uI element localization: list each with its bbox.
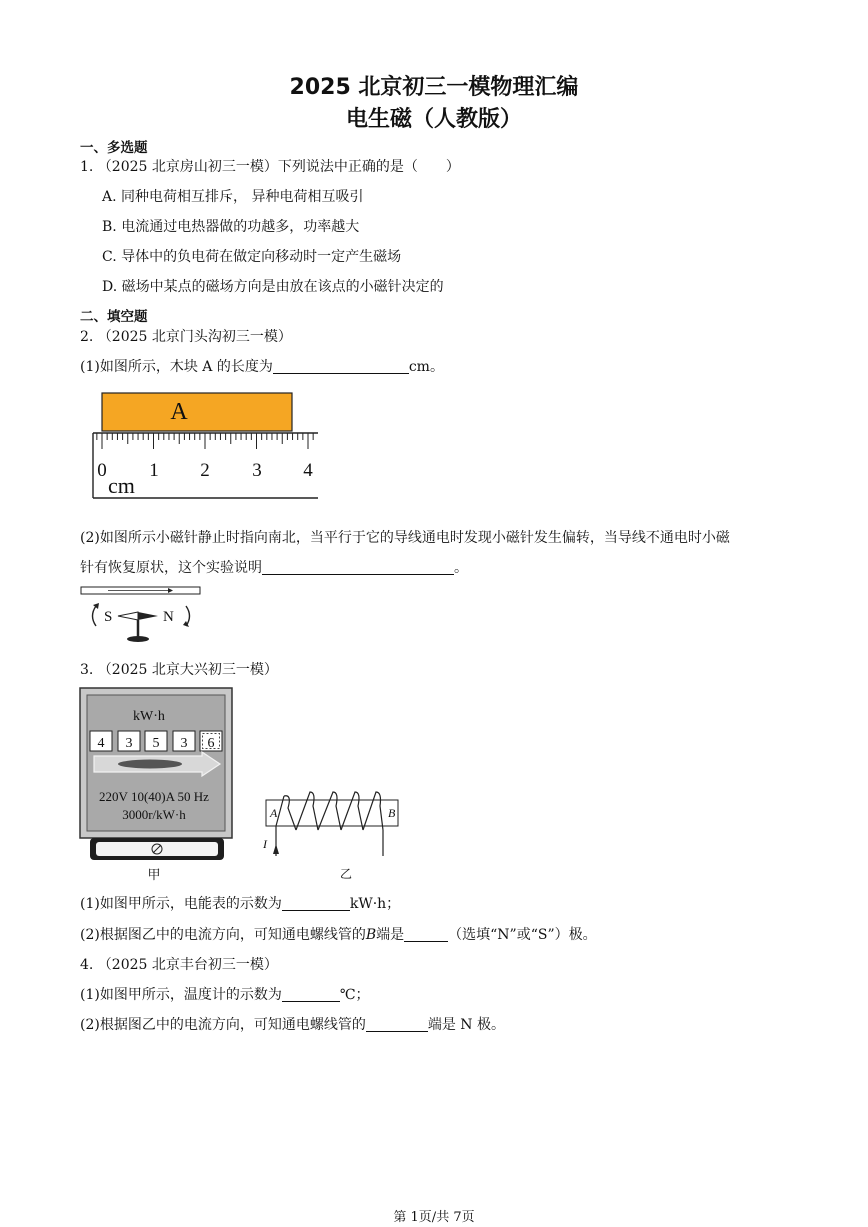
needle-north-half (138, 612, 158, 620)
question-2-part-2-text: 针有恢复原状，这个实验说明 (80, 560, 262, 576)
meter-rotor-disc (118, 760, 182, 769)
meter-digit-3: 5 (152, 736, 160, 751)
meter-unit: kW·h (133, 709, 165, 724)
meter-rating-line-2: 3000r/kW·h (122, 807, 186, 822)
tick-label-1: 1 (149, 460, 159, 481)
question-4-part-2 (80, 1014, 505, 1034)
meter-digit-5: 6 (207, 736, 215, 751)
solenoid-end-b-ref: B (365, 927, 377, 943)
question-2-part-2-line-1: (2)如图所示小磁针静止时指向南北，当平行于它的导线通电时发现小磁针发生偏转，当导线不通电时小磁 (80, 530, 730, 546)
meter-caption: 甲 (147, 867, 161, 882)
question-1-option-d: D. 磁场中某点的磁场方向是由放在该点的小磁针决定的 (102, 279, 444, 295)
question-2-part-2-line-2 (80, 557, 468, 577)
question-4-part-2-text: (2)根据图乙中的电流方向，可知通电螺线管的 (80, 1017, 366, 1033)
answer-blank (262, 558, 454, 575)
wood-block-a (102, 393, 292, 431)
question-3-part-2 (80, 924, 597, 944)
tick-label-0: 0 (97, 460, 107, 481)
solenoid-caption: 乙 (340, 867, 353, 880)
meter-digit-1: 4 (97, 736, 105, 751)
question-4-part-1 (80, 984, 370, 1004)
solenoid-figure (258, 784, 408, 880)
question-1-stem: 1. （2025 北京房山初三一模）下列说法中正确的是（ ） (80, 159, 460, 175)
needle-south-label: S (104, 609, 113, 625)
electricity-meter-figure (78, 686, 234, 884)
answer-blank (282, 894, 350, 911)
question-2-part-1-unit: cm。 (408, 359, 444, 375)
question-1-option-c: C. 导体中的负电荷在做定向移动时一定产生磁场 (102, 249, 402, 265)
meter-rating-line-1: 220V 10(40)A 50 Hz (99, 789, 209, 804)
block-label: A (170, 399, 188, 425)
answer-blank (366, 1015, 428, 1032)
needle-base (127, 636, 149, 642)
question-3-part-2-text: (2)根据图乙中的电流方向，可知通电螺线管的 (80, 927, 366, 943)
rotation-arrow-left (93, 606, 97, 626)
answer-blank (273, 357, 409, 374)
tick-label-4: 4 (303, 460, 313, 481)
meter-digit-2: 3 (125, 736, 133, 751)
ruler-figure (88, 390, 322, 502)
meter-digit-4: 3 (180, 736, 188, 751)
question-1-option-b: B. 电流通过电热器做的功越多，功率越大 (102, 219, 360, 235)
solenoid-end-a-label: A (270, 806, 278, 820)
question-3-part-1-text: (1)如图甲所示，电能表的示数为 (80, 896, 282, 912)
page-title: 2025 北京初三一模物理汇编 (289, 75, 579, 100)
answer-blank (404, 925, 448, 942)
question-3-part-2-middle: 端是 (376, 927, 405, 943)
solenoid-end-b-label: B (388, 806, 396, 820)
question-2-part-1-text: (1)如图所示，木块 A 的长度为 (80, 359, 273, 375)
tick-label-3: 3 (252, 460, 262, 481)
question-2-stem: 2. （2025 北京门头沟初三一模） (80, 329, 292, 345)
compass-needle-figure (78, 584, 206, 646)
question-3-part-2-end: （选填“N”或“S”）极。 (448, 927, 597, 943)
question-3-part-1-unit: kW·h； (349, 896, 401, 912)
question-2-part-2-end: 。 (454, 560, 468, 576)
ruler-ticks (97, 433, 313, 449)
tick-label-2: 2 (200, 460, 210, 481)
question-3-stem: 3. （2025 北京大兴初三一模） (80, 662, 278, 678)
question-1-option-a: A. 同种电荷相互排斥， 异种电荷相互吸引 (102, 189, 364, 205)
solenoid-core (266, 800, 398, 826)
page-number: 第 1页/共 7页 (393, 1210, 475, 1225)
current-direction-arrowhead (273, 844, 279, 854)
page-subtitle: 电生磁（人教版） (345, 107, 522, 132)
current-label: I (263, 837, 267, 851)
question-4-stem: 4. （2025 北京丰台初三一模） (80, 957, 278, 973)
question-3-part-1 (80, 893, 400, 913)
question-4-part-2-end: 端是 N 极。 (427, 1017, 505, 1033)
section-heading-fill-in: 二、填空题 (80, 309, 148, 325)
question-4-part-1-unit: ℃； (339, 987, 370, 1003)
question-4-part-1-text: (1)如图甲所示，温度计的示数为 (80, 987, 282, 1003)
answer-blank (282, 985, 340, 1002)
question-2-part-1 (80, 356, 444, 376)
needle-north-label: N (163, 609, 174, 625)
ruler-unit: cm (108, 473, 135, 498)
section-heading-multiple-choice: 一、多选题 (80, 140, 148, 156)
needle-south-half (118, 612, 138, 620)
